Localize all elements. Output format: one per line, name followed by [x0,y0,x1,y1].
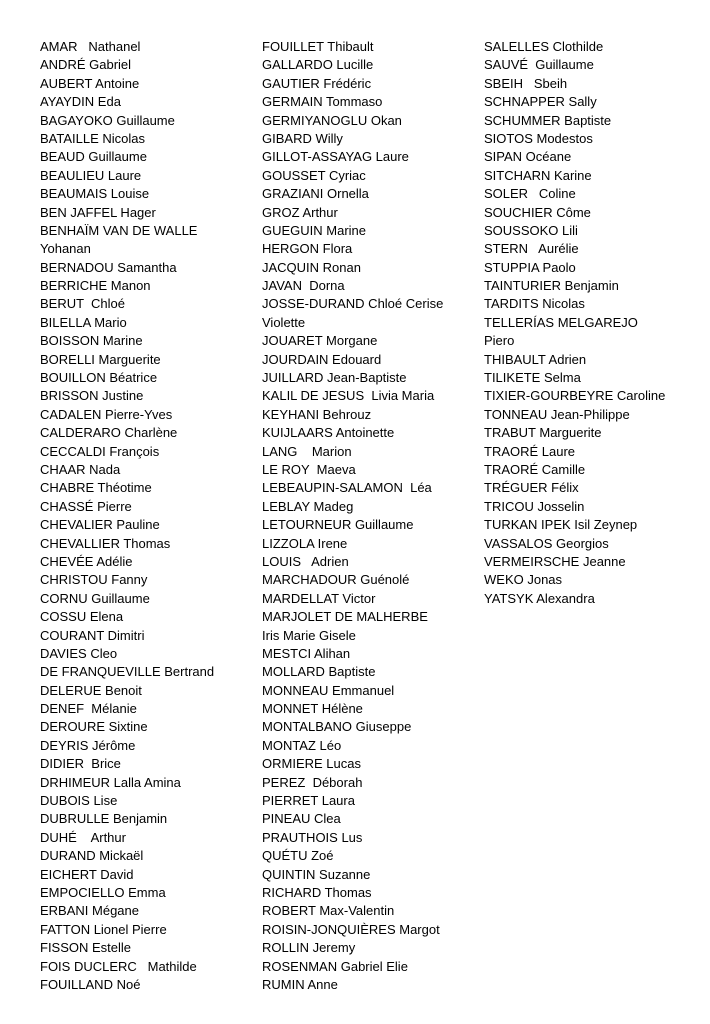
name-entry: LETOURNEUR Guillaume [262,517,414,533]
name-entry: DE FRANQUEVILLE Bertrand [40,664,215,680]
name-entry: CADALEN Pierre-Yves [40,406,173,422]
name-entry: GERMAIN Tommaso [262,94,383,110]
name-entry: TARDITS Nicolas [484,296,585,312]
name-entry: SIOTOS Modestos [484,130,593,146]
name-entry: JOURDAIN Edouard [262,351,382,367]
name-entry: TRICOU Josselin [484,498,585,514]
name-entry: CHABRE Théotime [40,480,152,496]
name-entry: JUILLARD Jean-Baptiste [262,370,407,386]
name-entry: BEAUMAIS Louise [40,186,150,202]
name-entry: DEROURE Sixtine [40,719,148,735]
name-column-1 [40,38,258,994]
name-entry: JOUARET Morgane [262,333,378,349]
name-entry: MESTCI Alihan [262,645,351,661]
name-entry: JACQUIN Ronan [262,259,361,275]
name-column-3 [484,38,706,608]
name-entry: TRAORÉ Camille [484,461,586,477]
name-entry: FOUILLET Thibault [262,39,374,54]
name-entry: BORELLI Marguerite [40,351,161,367]
name-entry: KALIL DE JESUS Livia Maria [262,388,435,404]
name-entry: Yohanan [40,241,91,257]
name-entry: BAGAYOKO Guillaume [40,112,175,128]
name-entry: TONNEAU Jean-Philippe [484,406,630,422]
name-entry: GOUSSET Cyriac [262,167,366,183]
name-entry: BRISSON Justine [40,388,144,404]
name-entry: STUPPIA Paolo [484,259,576,275]
name-entry: DIDIER Brice [40,756,121,772]
name-entry: COSSU Elena [40,609,124,625]
name-entry: WEKO Jonas [484,572,563,588]
name-entry: DUHÉ Arthur [40,829,126,845]
name-entry: LE ROY Maeva [262,461,356,477]
name-entry: ROBERT Max-Valentin [262,903,395,919]
name-entry: SCHNAPPER Sally [484,94,597,110]
name-entry: EICHERT David [40,866,134,882]
name-entry: CECCALDI François [40,443,160,459]
name-entry: DRHIMEUR Lalla Amina [40,774,181,790]
name-entry: COURANT Dimitri [40,627,145,643]
name-column-2 [262,38,480,994]
name-entry: EMPOCIELLO Emma [40,884,166,900]
name-entry: GROZ Arthur [262,204,338,220]
name-entry: GILLOT-ASSAYAG Laure [262,149,409,165]
name-entry: MARCHADOUR Guénolé [262,572,410,588]
name-entry: AYAYDIN Eda [40,94,121,110]
name-entry: TRAORÉ Laure [484,443,576,459]
name-entry: JOSSE-DURAND Chloé Cerise [262,296,444,312]
name-entry: ROLLIN Jeremy [262,940,356,956]
name-entry: TELLERÍAS MELGAREJO [484,314,638,330]
name-entry: KEYHANI Behrouz [262,406,372,422]
name-entry: BERRICHE Manon [40,278,151,294]
name-entry: MONTALBANO Giuseppe [262,719,412,735]
name-entry: DELERUE Benoit [40,682,142,698]
name-entry: PIERRET Laura [262,793,355,809]
name-entry: TAINTURIER Benjamin [484,278,619,294]
name-entry: BEAULIEU Laure [40,167,142,183]
name-entry: TILIKETE Selma [484,370,581,386]
name-entry: PINEAU Clea [262,811,341,827]
name-entry: GRAZIANI Ornella [262,186,369,202]
name-entry: GAUTIER Frédéric [262,75,372,91]
name-entry: THIBAULT Adrien [484,351,587,367]
name-entry: SALELLES Clothilde [484,39,604,54]
name-entry: LEBEAUPIN-SALAMON Léa [262,480,432,496]
name-entry: BATAILLE Nicolas [40,130,146,146]
name-entry: MONNEAU Emmanuel [262,682,395,698]
name-entry: SITCHARN Karine [484,167,592,183]
name-entry: BILELLA Mario [40,314,127,330]
name-entry: KUIJLAARS Antoinette [262,425,395,441]
name-entry: DAVIES Cleo [40,645,118,661]
name-entry: RUMIN Anne [262,976,338,992]
name-entry: DUBRULLE Benjamin [40,811,168,827]
name-entry: BOUILLON Béatrice [40,370,158,386]
name-entry: FOUILLAND Noé [40,976,141,992]
name-entry: JAVAN Dorna [262,278,345,294]
name-entry: RICHARD Thomas [262,884,372,900]
name-entry: SCHUMMER Baptiste [484,112,612,128]
name-entry: ORMIERE Lucas [262,756,361,772]
name-entry: SOUSSOKO Lili [484,222,578,238]
name-entry: BEN JAFFEL Hager [40,204,156,220]
name-entry: DEYRIS Jérôme [40,737,136,753]
name-entry: GIBARD Willy [262,130,343,146]
name-entry: YATSYK Alexandra [484,590,595,606]
name-entry: AUBERT Antoine [40,75,140,91]
name-entry: ERBANI Mégane [40,903,139,919]
name-entry: Iris Marie Gisele [262,627,356,643]
name-entry: PEREZ Déborah [262,774,363,790]
name-entry: TRABUT Marguerite [484,425,602,441]
name-entry: LEBLAY Madeg [262,498,354,514]
name-entry: DENEF Mélanie [40,701,137,717]
name-entry: SAUVÉ Guillaume [484,57,594,73]
name-entry: FISSON Estelle [40,940,132,956]
name-entry: LIZZOLA Irene [262,535,348,551]
name-entry: BENHAÏM VAN DE WALLE [40,222,198,238]
name-entry: Piero [484,333,515,349]
name-entry: VASSALOS Georgios [484,535,609,551]
name-entry: Violette [262,314,306,330]
name-entry: TURKAN IPEK Isil Zeynep [484,517,638,533]
name-entry: HERGON Flora [262,241,353,257]
name-entry: LOUIS Adrien [262,553,349,569]
name-entry: TRÉGUER Félix [484,480,579,496]
name-entry: CORNU Guillaume [40,590,150,606]
name-entry: MOLLARD Baptiste [262,664,376,680]
name-entry: CHRISTOU Fanny [40,572,148,588]
name-entry: BERUT Chloé [40,296,126,312]
name-entry: MARJOLET DE MALHERBE [262,609,428,625]
name-entry: QUINTIN Suzanne [262,866,371,882]
name-entry: DURAND Mickaël [40,848,144,864]
name-entry: FATTON Lionel Pierre [40,921,167,937]
name-entry: CALDERARO Charlène [40,425,178,441]
name-entry: SIPAN Océane [484,149,572,165]
name-entry: STERN Aurélie [484,241,579,257]
name-entry: QUÉTU Zoé [262,848,334,864]
name-entry: DUBOIS Lise [40,793,118,809]
name-entry: CHEVALLIER Thomas [40,535,171,551]
name-entry: CHASSÉ Pierre [40,498,132,514]
name-entry: MONNET Hélène [262,701,363,717]
name-entry: BERNADOU Samantha [40,259,177,275]
name-entry: SBEIH Sbeih [484,75,568,91]
name-entry: LANG Marion [262,443,352,459]
name-entry: MARDELLAT Victor [262,590,376,606]
name-entry: SOUCHIER Côme [484,204,591,220]
name-entry: ROSENMAN Gabriel Elie [262,958,408,974]
name-entry: GERMIYANOGLU Okan [262,112,402,128]
name-entry: MONTAZ Léo [262,737,342,753]
name-entry: CHAAR Nada [40,461,121,477]
name-entry: GUEGUIN Marine [262,222,367,238]
name-entry: GALLARDO Lucille [262,57,374,73]
name-entry: PRAUTHOIS Lus [262,829,363,845]
name-entry: CHEVALIER Pauline [40,517,160,533]
name-entry: TIXIER-GOURBEYRE Caroline [484,388,666,404]
name-entry: BOISSON Marine [40,333,143,349]
name-entry: AMAR Nathanel [40,39,141,54]
name-entry: SOLER Coline [484,186,576,202]
name-entry: FOIS DUCLERC Mathilde [40,958,197,974]
name-entry: ANDRÉ Gabriel [40,57,132,73]
name-entry: ROISIN-JONQUIÈRES Margot [262,921,440,937]
name-entry: VERMEIRSCHE Jeanne [484,553,626,569]
name-entry: BEAUD Guillaume [40,149,147,165]
name-entry: CHEVÉE Adélie [40,553,133,569]
